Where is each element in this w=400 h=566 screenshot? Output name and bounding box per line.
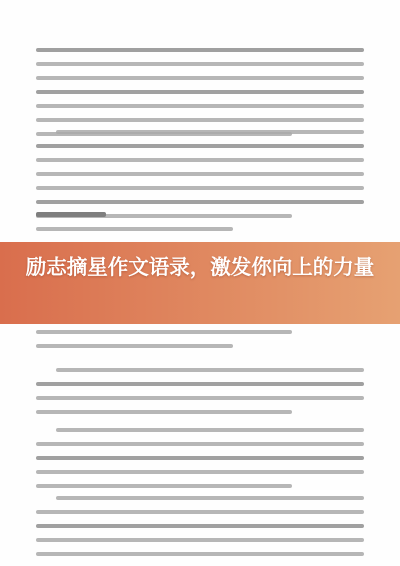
scanned-text-bottom <box>0 324 400 566</box>
paragraph-4 <box>36 330 364 358</box>
article-title: 励志摘星作文语录，激发你向上的力量 <box>25 255 375 279</box>
title-banner <box>0 242 400 324</box>
paragraph-7 <box>36 496 364 566</box>
paragraph-5 <box>36 368 364 424</box>
scanned-text-top <box>0 0 400 242</box>
paragraph-6 <box>36 428 364 498</box>
paragraph-3 <box>36 212 364 241</box>
